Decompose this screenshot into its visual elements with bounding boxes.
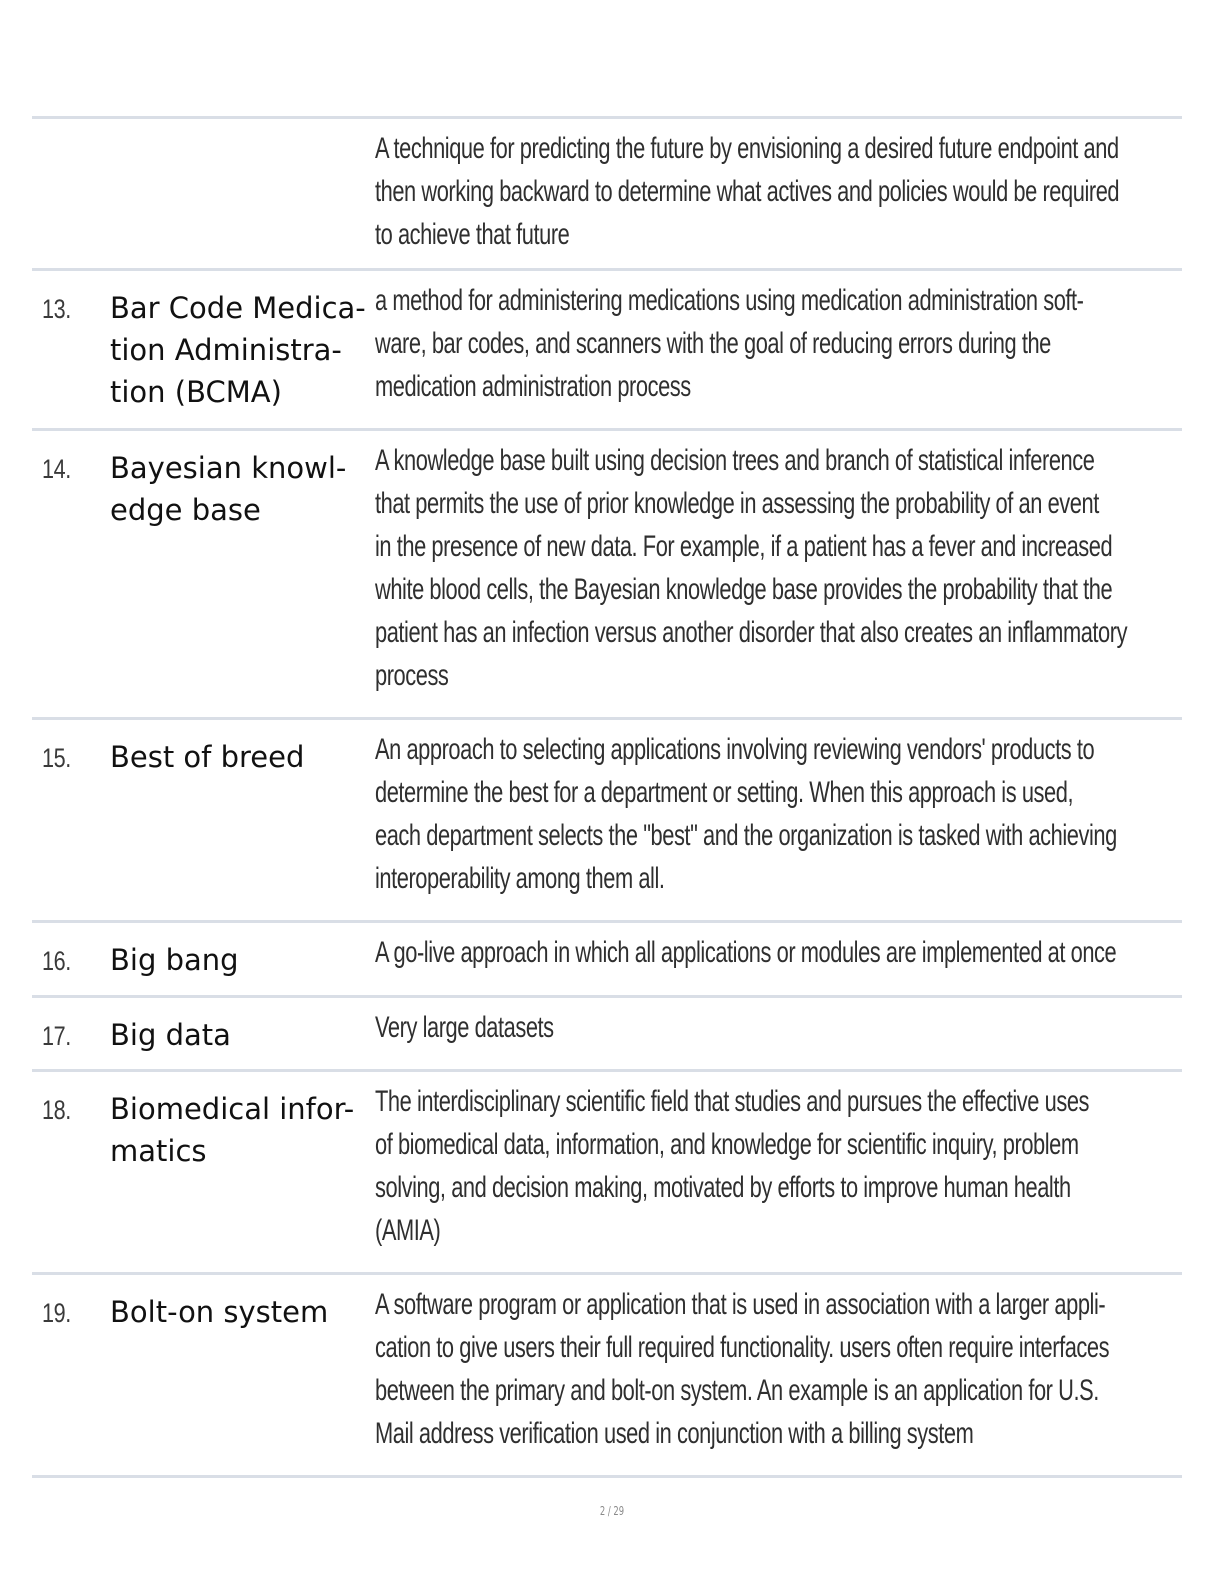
entry-term-line: Big data [110, 1018, 231, 1052]
entry-term-line: Big bang [110, 943, 239, 977]
glossary-entry [32, 1069, 1182, 1272]
definition-line: Very large datasets [375, 1011, 554, 1044]
entry-term [110, 1291, 372, 1333]
entry-term-line: matics [110, 1134, 207, 1168]
entry-term [110, 1014, 372, 1056]
definition-line: ware, bar codes, and scanners with the goal of reducing errors during the [375, 327, 1051, 360]
glossary-entry [32, 920, 1182, 995]
definition-line: A software program or application that is used in association with a larger appli- [375, 1288, 1106, 1321]
glossary-entry [32, 116, 1182, 268]
definition-line: a method for administering medications using medication administration soft- [375, 284, 1084, 317]
definition-line: cation to give users their full required functionality. users often require interfaces [375, 1331, 1110, 1364]
definition-line: white blood cells, the Bayesian knowledge base provides the probability that the [375, 573, 1113, 606]
entry-number: 13. [42, 294, 71, 324]
definition-line: process [375, 659, 449, 692]
definition-line: that permits the use of prior knowledge in assessing the probability of an event [375, 487, 1099, 520]
definition-line: between the primary and bolt-on system. An example is an application for U.S. [375, 1374, 1099, 1407]
entry-definition [375, 439, 1224, 697]
definition-line: determine the best for a department or setting. When this approach is used, [375, 776, 1074, 809]
definition-line: A technique for predicting the future by envisioning a desired future endpoint and [375, 132, 1119, 165]
entry-definition [375, 279, 1224, 408]
entry-term-line: Best of breed [110, 740, 305, 774]
page-number: 2 / 29 [599, 1504, 625, 1518]
entry-term-line: Bar Code Medica- [110, 291, 366, 325]
definition-line: to achieve that future [375, 218, 570, 251]
definition-line: An approach to selecting applications involving reviewing vendors' products to [375, 733, 1095, 766]
entry-term-line: tion (BCMA) [110, 375, 282, 409]
glossary-entry [32, 995, 1182, 1069]
definition-line: interoperability among them all. [375, 862, 665, 895]
entry-definition [375, 931, 1224, 974]
definition-line: patient has an infection versus another disorder that also creates an inflammatory [375, 616, 1128, 649]
definition-line: of biomedical data, information, and knowledge for scientific inquiry, problem [375, 1128, 1079, 1161]
entry-term-line: Biomedical infor- [110, 1092, 355, 1126]
entry-number: 17. [42, 1021, 71, 1051]
entry-term [110, 447, 372, 531]
definition-line: (AMIA) [375, 1214, 441, 1247]
entry-number: 15. [42, 743, 71, 773]
definition-line: Mail address verification used in conjunction with a billing system [375, 1417, 974, 1450]
definition-line: medication administration process [375, 370, 691, 403]
glossary-entry [32, 268, 1182, 428]
entry-term-line: edge base [110, 493, 261, 527]
definition-line: in the presence of new data. For example, if a patient has a fever and increased [375, 530, 1113, 563]
definition-line: solving, and decision making, motivated by efforts to improve human health [375, 1171, 1071, 1204]
glossary-entry [32, 1272, 1182, 1478]
entry-term-line: tion Administra- [110, 333, 342, 367]
entry-definition [375, 728, 1224, 900]
entry-term [110, 287, 372, 413]
glossary-table [32, 116, 1182, 1478]
glossary-entry [32, 428, 1182, 717]
entry-definition [375, 1006, 620, 1049]
entry-term [110, 939, 372, 981]
entry-number: 16. [42, 946, 71, 976]
definition-line: each department selects the "best" and the organization is tasked with achieving [375, 819, 1117, 852]
entry-term [110, 1088, 372, 1172]
definition-line: The interdisciplinary scientific field that studies and pursues the effective uses [375, 1085, 1090, 1118]
glossary-entry [32, 717, 1182, 920]
entry-number: 19. [42, 1298, 71, 1328]
entry-number: 18. [42, 1095, 71, 1125]
entry-definition [375, 1283, 1224, 1455]
definition-line: A go-live approach in which all applications or modules are implemented at once [375, 936, 1117, 969]
entry-number: 14. [42, 454, 71, 484]
entry-term [110, 736, 372, 778]
definition-line: then working backward to determine what actives and policies would be required [375, 175, 1120, 208]
definition-line: A knowledge base built using decision trees and branch of statistical inference [375, 444, 1095, 477]
entry-term-line: Bolt-on system [110, 1295, 329, 1329]
entry-definition [375, 1080, 1224, 1252]
entry-definition [375, 127, 1224, 256]
entry-term-line: Bayesian knowl- [110, 451, 347, 485]
